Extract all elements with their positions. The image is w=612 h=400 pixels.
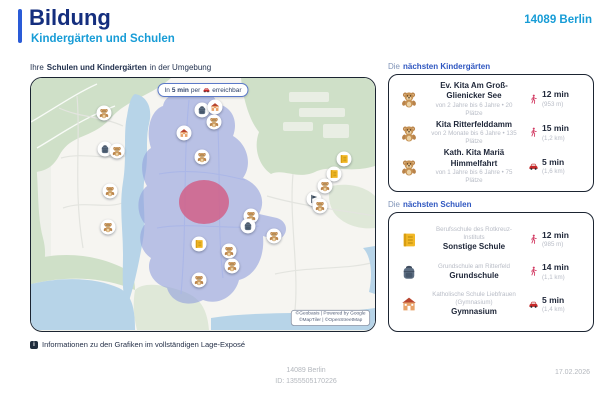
backpack-marker[interactable] <box>241 219 256 234</box>
travel-time: 5 min <box>542 156 565 167</box>
section-title-prefix: Die <box>388 62 401 71</box>
kita-name: Kita Ritterfelddamm <box>435 119 512 129</box>
school-section-title <box>388 200 474 209</box>
page-title: Bildung <box>29 5 111 30</box>
school-name: Katholische Schule Liebfrauen (Gymnasium) <box>432 291 516 307</box>
school-item <box>398 262 584 282</box>
school-name: Grundschule am Ritterfeld <box>438 262 510 270</box>
travel-time: 12 min <box>542 229 569 240</box>
teddy-icon <box>315 201 326 212</box>
notebook-icon <box>194 239 205 250</box>
item-icon-wrap <box>398 295 420 313</box>
notebook-marker[interactable] <box>337 152 352 167</box>
teddy-icon <box>103 222 114 233</box>
school-marker[interactable] <box>177 126 192 141</box>
travel-info <box>528 123 584 143</box>
car-icon <box>202 86 210 94</box>
school-type: Gymnasium <box>451 307 497 317</box>
school-icon <box>210 102 221 113</box>
teddy-icon <box>209 117 220 128</box>
teddy-icon <box>227 261 238 272</box>
travel-text <box>542 295 565 315</box>
map-attribution <box>291 310 371 326</box>
footer-id: ID: 1355505170226 <box>275 377 337 385</box>
info-note-text: Informationen zu den Grafiken im vollständigen Lage-Exposé <box>42 340 246 349</box>
school-marker[interactable] <box>208 100 223 115</box>
teddy-marker[interactable] <box>313 199 328 214</box>
info-icon <box>30 341 38 349</box>
teddy-icon <box>99 108 110 119</box>
travel-time: 5 min <box>542 294 565 305</box>
item-icon-wrap <box>398 124 420 142</box>
travel-text <box>542 262 569 282</box>
school-icon <box>179 128 190 139</box>
travel-distance: (1,6 km) <box>542 168 565 176</box>
travel-info <box>528 89 584 109</box>
school-type: Grundschule <box>449 270 499 280</box>
postal-code-label: 14089 Berlin <box>524 14 592 26</box>
backpack-icon <box>197 105 208 116</box>
item-icon-wrap <box>398 263 420 281</box>
kita-name: Kath. Kita Mariä Himmelfahrt <box>443 148 505 168</box>
map-caption-suffix: in der Umgebung <box>149 63 212 72</box>
location-highlight <box>179 180 229 224</box>
teddy-icon <box>224 246 235 257</box>
map-caption <box>30 63 214 72</box>
item-text <box>425 226 523 253</box>
travel-time: 15 min <box>542 123 569 134</box>
kita-item <box>398 148 584 185</box>
footer-date: 17.02.2026 <box>554 369 590 376</box>
travel-text <box>542 123 569 143</box>
walk-icon <box>528 127 539 138</box>
kita-name: Ev. Kita Am Groß-Glienicker See <box>440 80 508 101</box>
teddy-marker[interactable] <box>207 115 222 130</box>
school-type: Sonstige Schule <box>442 242 506 252</box>
travel-text <box>542 89 569 109</box>
section-title-bold: nächsten Schulen <box>403 200 472 209</box>
teddy-marker[interactable] <box>103 184 118 199</box>
travel-text <box>542 230 569 250</box>
badge-text: erreichbar <box>212 86 242 94</box>
school-name: Berufsschule des Rotkreuz-Instituts <box>435 226 512 242</box>
page-subtitle: Kindergärten und Schulen <box>31 33 175 45</box>
walk-icon <box>528 234 539 245</box>
attribution-line1: ©Geobasis | Powered by Google <box>295 311 366 317</box>
school-item <box>398 226 584 253</box>
travel-info <box>528 157 584 177</box>
attribution-line2: ©MapTiler | ©OpenStreetMap <box>298 318 362 323</box>
travel-info <box>528 295 584 315</box>
school-item <box>398 291 584 318</box>
travel-time: 14 min <box>542 262 569 273</box>
travel-info <box>528 262 584 282</box>
kita-item <box>398 81 584 118</box>
section-title-bold: nächsten Kindergärten <box>403 62 491 71</box>
teddy-marker[interactable] <box>110 144 125 159</box>
item-icon-wrap <box>398 90 420 108</box>
teddy-icon <box>269 231 280 242</box>
travel-distance: (1,1 km) <box>542 273 565 281</box>
teddy-marker[interactable] <box>192 273 207 288</box>
teddy-marker[interactable] <box>267 229 282 244</box>
kindergarten-section-title <box>388 62 493 71</box>
school-icon <box>400 295 418 313</box>
car-icon <box>528 161 539 172</box>
teddy-marker[interactable] <box>222 244 237 259</box>
notebook-marker[interactable] <box>192 237 207 252</box>
item-icon-wrap <box>398 231 420 249</box>
map-canvas[interactable] <box>30 77 376 332</box>
teddy-icon <box>400 90 418 108</box>
teddy-marker[interactable] <box>97 106 112 121</box>
travel-distance: (1,2 km) <box>542 134 565 142</box>
kita-details: von 2 Monate bis 6 Jahre • 135 Plätze <box>431 130 517 146</box>
school-panel <box>388 212 594 332</box>
item-icon-wrap <box>398 158 420 176</box>
travel-info <box>528 230 584 250</box>
teddy-icon <box>400 158 418 176</box>
backpack-icon <box>400 263 418 281</box>
notebook-icon <box>400 231 418 249</box>
travel-distance: (1,4 km) <box>542 306 565 313</box>
teddy-icon <box>320 181 331 192</box>
travel-text <box>542 157 565 177</box>
travel-distance: (953 m) <box>542 100 564 108</box>
kita-details: von 2 Jahre bis 6 Jahre • 20 Plätze <box>435 101 513 117</box>
kita-details: von 1 Jahre bis 6 Jahre • 75 Plätze <box>435 168 513 184</box>
item-text <box>425 148 523 185</box>
map-caption-bold: Schulen und Kindergärten <box>46 63 147 72</box>
teddy-marker[interactable] <box>225 259 240 274</box>
map-caption-prefix: Ihre <box>30 63 44 72</box>
car-icon <box>528 299 539 310</box>
item-text <box>425 81 523 118</box>
badge-time: 5 min <box>171 86 189 94</box>
backpack-icon <box>243 221 254 232</box>
walk-icon <box>528 94 539 105</box>
title-accent-bar <box>18 9 22 43</box>
teddy-marker[interactable] <box>318 179 333 194</box>
travel-time: 12 min <box>542 89 569 100</box>
badge-text: per <box>190 86 201 94</box>
section-title-prefix: Die <box>388 200 401 209</box>
item-text <box>425 263 523 281</box>
footer-location: 14089 Berlin <box>286 367 326 374</box>
kita-item <box>398 120 584 147</box>
teddy-icon <box>197 152 208 163</box>
item-text <box>425 120 523 147</box>
badge-text: In <box>164 86 170 94</box>
info-note <box>30 340 245 349</box>
kindergarten-panel <box>388 74 594 192</box>
teddy-icon <box>194 275 205 286</box>
teddy-icon <box>105 186 116 197</box>
teddy-marker[interactable] <box>195 150 210 165</box>
notebook-icon <box>329 169 340 180</box>
notebook-icon <box>339 154 350 165</box>
drivetime-badge <box>157 83 248 97</box>
footer-center <box>0 366 612 387</box>
teddy-marker[interactable] <box>101 220 116 235</box>
item-text <box>425 291 523 318</box>
walk-icon <box>528 266 539 277</box>
teddy-icon <box>112 146 123 157</box>
travel-distance: (985 m) <box>542 241 564 249</box>
teddy-icon <box>400 124 418 142</box>
